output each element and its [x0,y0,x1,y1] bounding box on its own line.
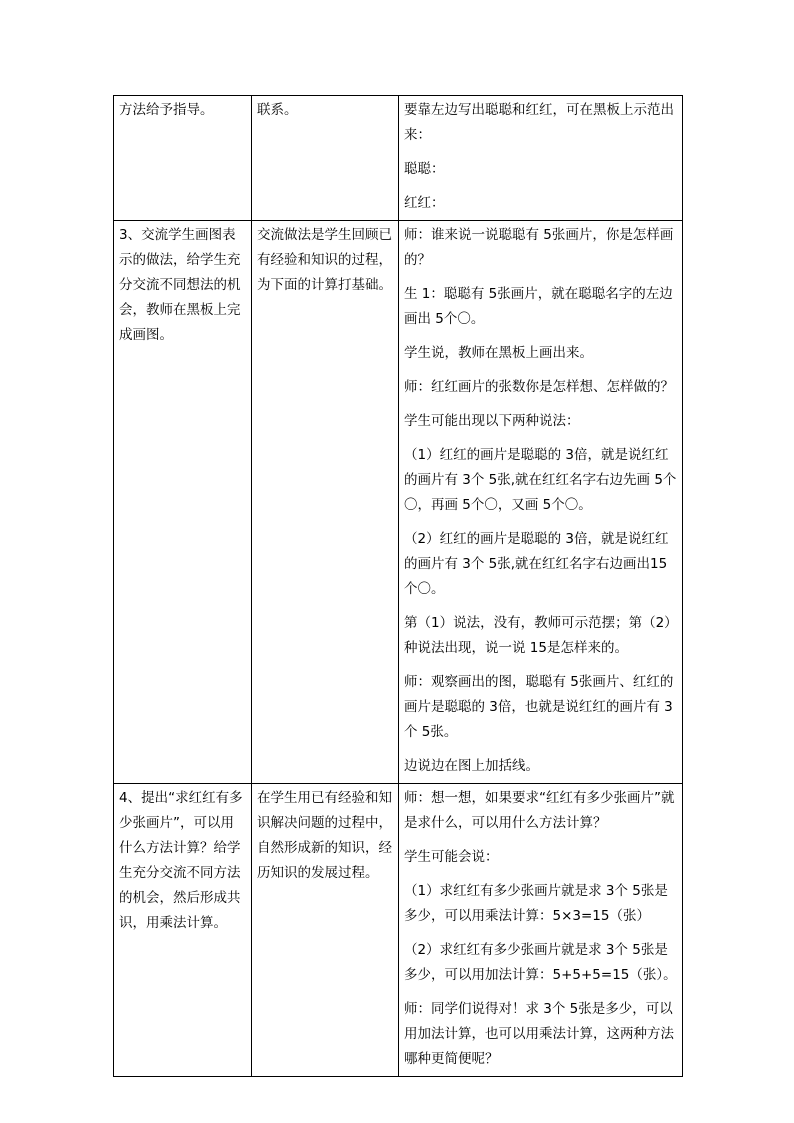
process-paragraph: 边说边在图上加括线。 [404,758,539,774]
table-row [114,221,683,784]
teaching-process-cell [399,784,683,1077]
teaching-process-cell [399,96,683,221]
process-paragraph: （2）求红红有多少张画片就是求 3个 5张是多少，可以用加法计算：5+5+5=15（张）。 [404,942,677,983]
process-paragraph: 第（1）说法，没有，教师可示范摆；第（2）种说法出现，说一说 15是怎样来的。 [404,615,671,656]
process-paragraph: 学生可能出现以下两种说法： [404,413,580,429]
process-paragraph: 聪聪： [404,161,445,177]
design-intent-cell: 交流做法是学生回顾已有经验和知识的过程，为下面的计算打基础。 [252,221,399,784]
process-paragraph: 师：谁来说一说聪聪有 5张画片，你是怎样画的？ [404,227,674,268]
lesson-plan-table [113,95,683,1077]
process-paragraph: 学生可能会说： [404,849,499,865]
process-paragraph: 生 1：聪聪有 5张画片，就在聪聪名字的左边画出 5个〇。 [404,286,673,327]
process-paragraph: 师：红红画片的张数你是怎样想、怎样做的？ [404,379,674,395]
teaching-step-cell: 3、交流学生画图表示的做法，给学生充分交流不同想法的机会，教师在黑板上完成画图。 [114,221,252,784]
process-paragraph: （2）红红的画片是聪聪的 3倍，就是说红红的画片有 3个 5张,就在红红名字右边画出15个〇。 [404,531,669,597]
process-paragraph: 要靠左边写出聪聪和红红，可在黑板上示范出来： [404,102,674,143]
design-intent-cell: 联系。 [252,96,399,221]
teaching-step-cell: 4、提出“求红红有多少张画片”，可以用什么方法计算？给学生充分交流不同方法的机会，然后形成共识，用乘法计算。 [114,784,252,1077]
process-paragraph: 学生说，教师在黑板上画出来。 [404,345,593,361]
teaching-step-cell: 方法给予指导。 [114,96,252,221]
lesson-plan-page [113,95,681,1077]
process-paragraph: （1）求红红有多少张画片就是求 3个 5张是多少，可以用乘法计算：5×3=15（张） [404,883,668,924]
process-paragraph: 师：观察画出的图，聪聪有 5张画片、红红的画片是聪聪的 3倍，也就是说红红的画片有 3个 5张。 [404,674,674,740]
design-intent-cell: 在学生用已有经验和知识解决问题的过程中，自然形成新的知识，经历知识的发展过程。 [252,784,399,1077]
table-row [114,96,683,221]
process-paragraph: 红红： [404,195,445,211]
teaching-process-cell [399,221,683,784]
table-row [114,784,683,1077]
process-paragraph: 师：同学们说得对！求 3个 5张是多少，可以用加法计算，也可以用乘法计算，这两种方法哪种更简便呢？ [404,1001,674,1067]
process-paragraph: （1）红红的画片是聪聪的 3倍，就是说红红的画片有 3个 5张,就在红红名字右边先画 5个〇，再画 5个〇，又画 5个〇。 [404,447,677,513]
process-paragraph: 师：想一想，如果要求“红红有多少张画片”就是求什么，可以用什么方法计算？ [404,790,675,831]
